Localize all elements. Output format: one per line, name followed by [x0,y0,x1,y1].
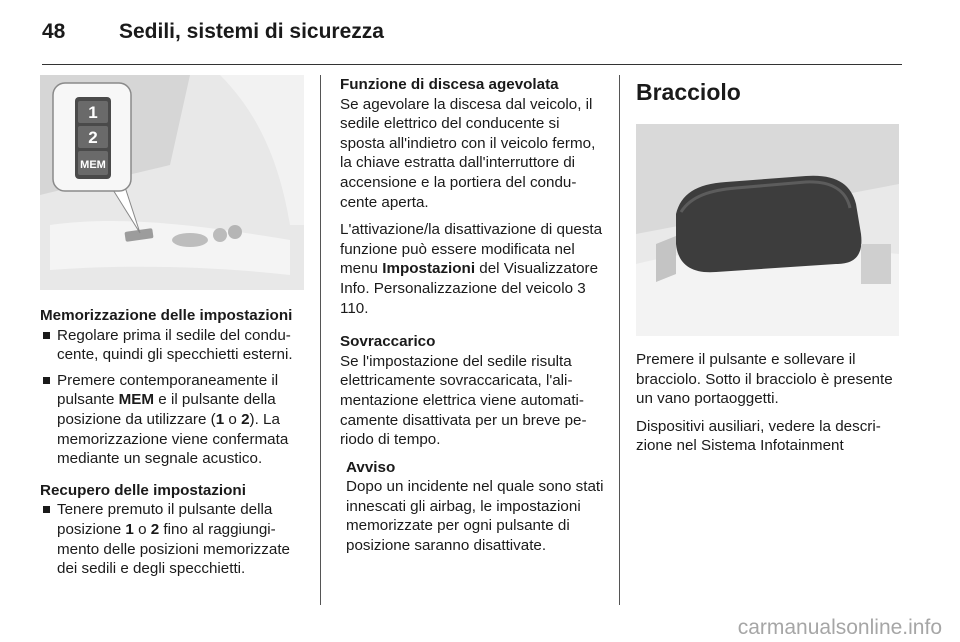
bullet-icon [43,506,50,513]
memory-button-1-label: 1 [88,103,98,122]
column-2 [340,75,605,564]
bullet-icon [43,332,50,339]
note-title: Avviso [346,458,396,476]
list-item: Premere contemporaneamente il pulsante MEM e il pulsante della posizione da utilizzare (1 o 2). La memorizzazione viene confermata mediante un segnale acustico. [40,371,305,469]
easy-exit-paragraph: Se agevolare la discesa dal veicolo, il sedile elettrico del conducente si sposta all'indietro con il veicolo fermo, la chiave estratta dall'interruttore di accensione e la portiera del conducente aperta. [340,95,596,211]
page-reference: 3 110. [340,279,586,317]
list-item: Tenere premuto il pulsante della posizione 1 o 2 fino al raggiungimento delle posizioni memorizzate dei sedili e degli specchietti. [40,500,305,578]
section-title-overload: Sovraccarico [340,333,436,351]
recall-steps-list [40,500,305,578]
easy-exit-settings-paragraph: L'attivazione/la disattivazione di questa funzione può essere modificata nel menu Impostazioni del Visualizzatore Info. Personalizzazione del veicolo 3 110. [340,221,603,317]
section-title-recall: Recupero delle impostazioni [40,481,246,499]
overload-paragraph: Se l'impostazione del sedile risulta elettricamente sovraccaricata, l'alimentazione elettrica viene automaticamente disattivata per un breve periodo di tempo. [340,352,587,449]
section-title-easy-exit: Funzione di discesa agevolata [340,76,559,93]
armrest-figure [636,124,899,336]
seat-memory-buttons-figure [40,75,304,290]
section-title-armrest: Bracciolo [636,79,741,105]
watermark: carmanualsonline.info [737,616,942,639]
page-number: 48 [42,20,66,43]
note-box [340,458,605,556]
bullet-icon [43,377,50,384]
column-divider-2 [619,75,620,605]
auxiliary-devices-paragraph: Dispositivi ausiliari, vedere la descrizione nel Sistema Infotainment [636,417,881,455]
column-1 [40,75,305,591]
memory-button-2-label: 2 [88,128,98,147]
section-title-memorize: Memorizzazione delle impostazioni [40,307,293,324]
chapter-title: Sedili, sistemi di sicurezza [119,20,384,43]
column-divider-1 [320,75,321,605]
column-3 [636,75,901,464]
note-text: Dopo un incidente nel quale sono stati innescati gli airbag, le impostazioni memorizzate per ogni pulsante di posizione saranno disattivate. [346,478,604,555]
memorize-steps-list [40,326,305,469]
page-header [42,14,902,65]
armrest-paragraph: Premere il pulsante e sollevare il bracciolo. Sotto il bracciolo è presente un vano portaoggetti. [636,351,893,408]
list-item: Regolare prima il sedile del conducente, quindi gli specchietti esterni. [40,326,305,365]
mem-button-label: MEM [80,159,106,171]
